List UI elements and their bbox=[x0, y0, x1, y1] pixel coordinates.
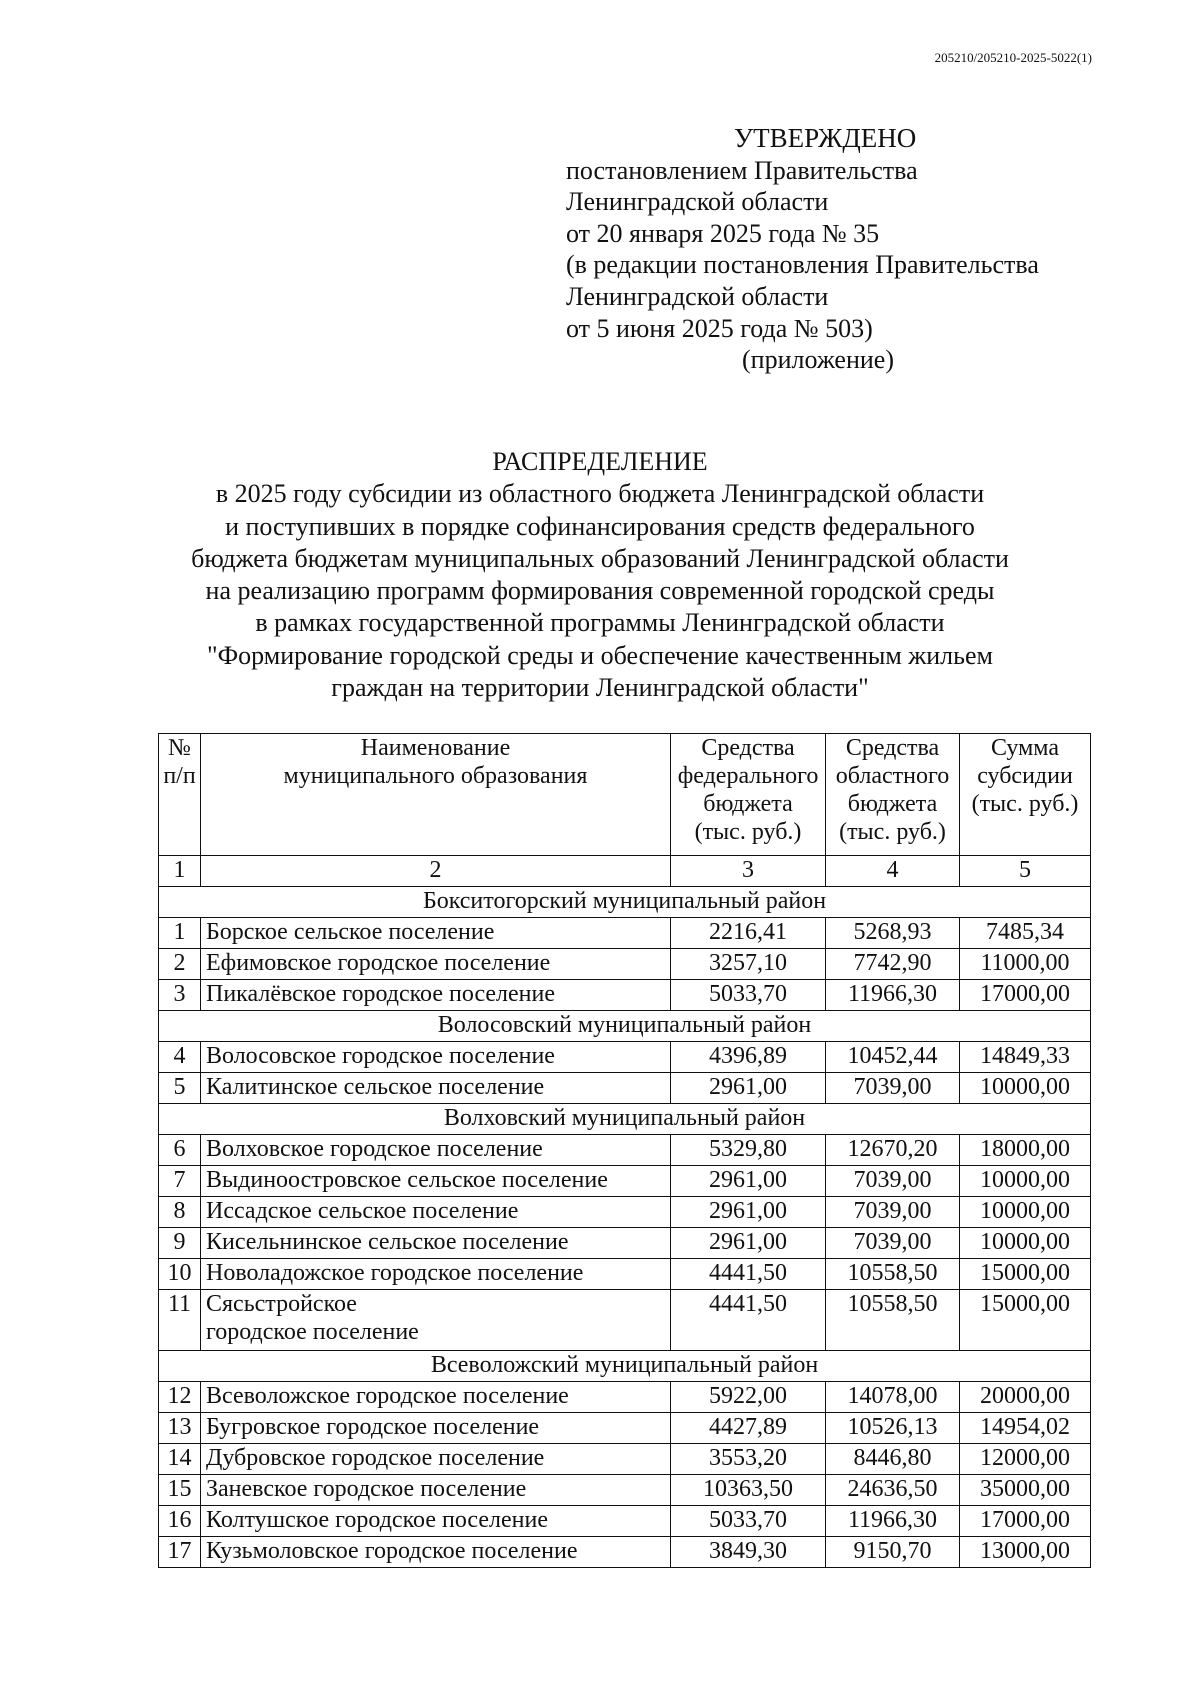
subsidy-total: 7485,34 bbox=[960, 918, 1091, 949]
table-header-row bbox=[159, 734, 1091, 856]
municipality-name: Всеволожское городское поселение bbox=[201, 1382, 671, 1413]
regional-funds: 11966,30 bbox=[826, 1506, 960, 1537]
federal-funds: 2961,00 bbox=[671, 1228, 826, 1259]
table-row bbox=[159, 1475, 1091, 1506]
municipality-name: Пикалёвское городское поселение bbox=[201, 980, 671, 1011]
subsidy-total: 10000,00 bbox=[960, 1197, 1091, 1228]
title-line: и поступивших в порядке софинансирования средств федерального bbox=[225, 511, 975, 541]
regional-funds: 5268,93 bbox=[826, 918, 960, 949]
approval-line: постановлением Правительства bbox=[566, 155, 918, 185]
table-row bbox=[159, 949, 1091, 980]
municipality-name: Новоладожское городское поселение bbox=[201, 1259, 671, 1290]
federal-funds: 3553,20 bbox=[671, 1444, 826, 1475]
regional-funds: 10558,50 bbox=[826, 1290, 960, 1351]
approval-line: (в редакции постановления Правительства bbox=[566, 250, 1039, 280]
regional-funds: 7039,00 bbox=[826, 1073, 960, 1104]
subsidy-total: 18000,00 bbox=[960, 1135, 1091, 1166]
municipality-name: Борское сельское поселение bbox=[201, 918, 671, 949]
regional-funds: 7039,00 bbox=[826, 1197, 960, 1228]
header-federal: Средства федерального бюджета (тыс. руб.) bbox=[671, 734, 826, 856]
regional-funds: 24636,50 bbox=[826, 1475, 960, 1506]
subsidy-total: 10000,00 bbox=[960, 1228, 1091, 1259]
table-row bbox=[159, 1228, 1091, 1259]
subsidy-total: 15000,00 bbox=[960, 1259, 1091, 1290]
subsidy-total: 15000,00 bbox=[960, 1290, 1091, 1351]
row-number: 17 bbox=[159, 1537, 201, 1568]
municipality-name: Волховское городское поселение bbox=[201, 1135, 671, 1166]
federal-funds: 4427,89 bbox=[671, 1413, 826, 1444]
regional-funds: 7742,90 bbox=[826, 949, 960, 980]
federal-funds: 2961,00 bbox=[671, 1166, 826, 1197]
title-line: граждан на территории Ленинградской области" bbox=[331, 673, 869, 703]
regional-funds: 8446,80 bbox=[826, 1444, 960, 1475]
regional-funds: 10452,44 bbox=[826, 1042, 960, 1073]
approval-line: Ленинградской области bbox=[566, 281, 829, 311]
row-number: 14 bbox=[159, 1444, 201, 1475]
municipality-name: Кисельнинское сельское поселение bbox=[201, 1228, 671, 1259]
table-row bbox=[159, 1537, 1091, 1568]
municipality-name: Волосовское городское поселение bbox=[201, 1042, 671, 1073]
document-title bbox=[150, 446, 1050, 704]
subsidy-total: 14954,02 bbox=[960, 1413, 1091, 1444]
title-line: в 2025 году субсидии из областного бюджета Ленинградской области bbox=[215, 479, 985, 509]
district-row bbox=[159, 1104, 1091, 1135]
table-row bbox=[159, 1290, 1091, 1351]
subsidy-total: 17000,00 bbox=[960, 1506, 1091, 1537]
table-row bbox=[159, 1259, 1091, 1290]
federal-funds: 3849,30 bbox=[671, 1537, 826, 1568]
federal-funds: 4396,89 bbox=[671, 1042, 826, 1073]
federal-funds: 5922,00 bbox=[671, 1382, 826, 1413]
federal-funds: 5033,70 bbox=[671, 1506, 826, 1537]
approval-heading: УТВЕРЖДЕНО bbox=[734, 123, 917, 153]
distribution-table bbox=[158, 733, 1091, 1568]
table-row bbox=[159, 918, 1091, 949]
district-row bbox=[159, 1011, 1091, 1042]
table-row bbox=[159, 980, 1091, 1011]
municipality-name: Калитинское сельское поселение bbox=[201, 1073, 671, 1104]
regional-funds: 11966,30 bbox=[826, 980, 960, 1011]
column-numbers-row bbox=[159, 856, 1091, 887]
municipality-name-line: городское поселение bbox=[206, 1319, 419, 1345]
subsidy-total: 13000,00 bbox=[960, 1537, 1091, 1568]
regional-funds: 12670,20 bbox=[826, 1135, 960, 1166]
federal-funds: 3257,10 bbox=[671, 949, 826, 980]
municipality-name: Заневское городское поселение bbox=[201, 1475, 671, 1506]
district-name: Всеволожский муниципальный район bbox=[159, 1351, 1091, 1382]
federal-funds: 10363,50 bbox=[671, 1475, 826, 1506]
table-row bbox=[159, 1073, 1091, 1104]
row-number: 7 bbox=[159, 1166, 201, 1197]
subsidy-total: 11000,00 bbox=[960, 949, 1091, 980]
federal-funds: 5033,70 bbox=[671, 980, 826, 1011]
municipality-name: Бугровское городское поселение bbox=[201, 1413, 671, 1444]
approval-stamp-block bbox=[566, 123, 1126, 376]
table-row bbox=[159, 1166, 1091, 1197]
table-row bbox=[159, 1197, 1091, 1228]
subsidy-total: 17000,00 bbox=[960, 980, 1091, 1011]
row-number: 2 bbox=[159, 949, 201, 980]
regional-funds: 7039,00 bbox=[826, 1166, 960, 1197]
row-number: 4 bbox=[159, 1042, 201, 1073]
table-row bbox=[159, 1382, 1091, 1413]
row-number: 10 bbox=[159, 1259, 201, 1290]
municipality-name-line: Сясьстройское bbox=[206, 1291, 357, 1317]
municipality-name: Дубровское городское поселение bbox=[201, 1444, 671, 1475]
federal-funds: 2216,41 bbox=[671, 918, 826, 949]
subsidy-total: 14849,33 bbox=[960, 1042, 1091, 1073]
header-name: Наименование муниципального образования bbox=[201, 734, 671, 856]
header-total: Сумма субсидии (тыс. руб.) bbox=[960, 734, 1091, 856]
row-number: 5 bbox=[159, 1073, 201, 1104]
row-number: 15 bbox=[159, 1475, 201, 1506]
title-line: в рамках государственной программы Ленинградской области bbox=[255, 608, 945, 638]
row-number: 6 bbox=[159, 1135, 201, 1166]
approval-line: Ленинградской области bbox=[566, 187, 829, 217]
column-number: 2 bbox=[201, 856, 671, 887]
district-name: Волховский муниципальный район bbox=[159, 1104, 1091, 1135]
column-number: 3 bbox=[671, 856, 826, 887]
row-number: 16 bbox=[159, 1506, 201, 1537]
regional-funds: 10526,13 bbox=[826, 1413, 960, 1444]
subsidy-total: 10000,00 bbox=[960, 1166, 1091, 1197]
approval-line: от 20 января 2025 года № 35 bbox=[566, 218, 880, 248]
regional-funds: 14078,00 bbox=[826, 1382, 960, 1413]
subsidy-total: 35000,00 bbox=[960, 1475, 1091, 1506]
table-row bbox=[159, 1042, 1091, 1073]
federal-funds: 2961,00 bbox=[671, 1197, 826, 1228]
municipality-name: Ефимовское городское поселение bbox=[201, 949, 671, 980]
municipality-name bbox=[201, 1290, 671, 1351]
header-regional: Средства областного бюджета (тыс. руб.) bbox=[826, 734, 960, 856]
regional-funds: 10558,50 bbox=[826, 1259, 960, 1290]
federal-funds: 4441,50 bbox=[671, 1290, 826, 1351]
municipality-name: Колтушское городское поселение bbox=[201, 1506, 671, 1537]
table-row bbox=[159, 1413, 1091, 1444]
federal-funds: 5329,80 bbox=[671, 1135, 826, 1166]
federal-funds: 4441,50 bbox=[671, 1259, 826, 1290]
row-number: 9 bbox=[159, 1228, 201, 1259]
municipality-name: Выдиноостровское сельское поселение bbox=[201, 1166, 671, 1197]
district-row bbox=[159, 887, 1091, 918]
column-number: 1 bbox=[159, 856, 201, 887]
row-number: 1 bbox=[159, 918, 201, 949]
table-row bbox=[159, 1135, 1091, 1166]
title-heading: РАСПРЕДЕЛЕНИЕ bbox=[492, 447, 708, 476]
district-name: Бокситогорский муниципальный район bbox=[159, 887, 1091, 918]
table-row bbox=[159, 1506, 1091, 1537]
regional-funds: 7039,00 bbox=[826, 1228, 960, 1259]
approval-appendix: (приложение) bbox=[742, 345, 895, 375]
row-number: 3 bbox=[159, 980, 201, 1011]
row-number: 13 bbox=[159, 1413, 201, 1444]
subsidy-total: 12000,00 bbox=[960, 1444, 1091, 1475]
title-line: "Формирование городской среды и обеспечение качественным жильем bbox=[206, 640, 993, 670]
subsidy-total: 10000,00 bbox=[960, 1073, 1091, 1104]
row-number: 11 bbox=[159, 1290, 201, 1351]
row-number: 8 bbox=[159, 1197, 201, 1228]
district-name: Волосовский муниципальный район bbox=[159, 1011, 1091, 1042]
title-line: на реализацию программ формирования современной городской среды bbox=[205, 576, 995, 606]
title-line: бюджета бюджетам муниципальных образований Ленинградской области bbox=[191, 543, 1009, 573]
federal-funds: 2961,00 bbox=[671, 1073, 826, 1104]
column-number: 4 bbox=[826, 856, 960, 887]
municipality-name: Иссадское сельское поселение bbox=[201, 1197, 671, 1228]
regional-funds: 9150,70 bbox=[826, 1537, 960, 1568]
subsidy-total: 20000,00 bbox=[960, 1382, 1091, 1413]
column-number: 5 bbox=[960, 856, 1091, 887]
document-id: 205210/205210-2025-5022(1) bbox=[934, 50, 1092, 65]
header-num: № п/п bbox=[159, 734, 201, 856]
approval-line: от 5 июня 2025 года № 503) bbox=[566, 313, 873, 343]
table-row bbox=[159, 1444, 1091, 1475]
municipality-name: Кузьмоловское городское поселение bbox=[201, 1537, 671, 1568]
row-number: 12 bbox=[159, 1382, 201, 1413]
district-row bbox=[159, 1351, 1091, 1382]
